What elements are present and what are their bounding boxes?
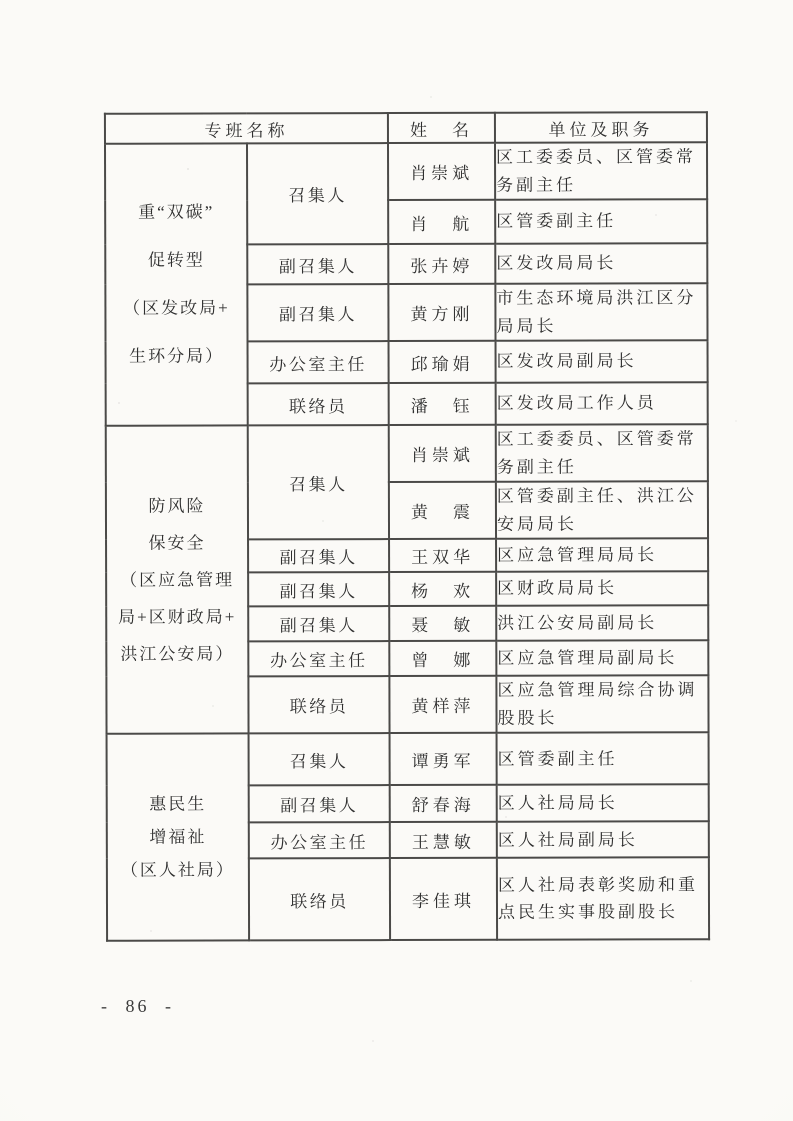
unit-title-cell: 区应急管理局综合协调股股长 (496, 675, 708, 733)
person-name-cell: 黄方刚 (388, 284, 495, 341)
person-name-cell: 聂 敏 (389, 606, 496, 641)
role-cell: 副召集人 (249, 785, 390, 822)
unit-title-cell: 区人社局副局长 (497, 822, 709, 859)
scan-noise (0, 0, 2, 2)
role-cell: 副召集人 (248, 606, 389, 641)
role-cell: 办公室主任 (249, 822, 390, 858)
unit-title-cell: 区管委副主任、洪江公安局局长 (496, 481, 708, 539)
person-name-cell: 肖 航 (388, 200, 495, 244)
unit-title-cell: 区发改局工作人员 (496, 382, 708, 425)
unit-title-cell: 区人社局表彰奖励和重点民生实事股副股长 (497, 858, 709, 941)
header-person-name: 姓 名 (388, 113, 495, 143)
task-force-table (104, 111, 710, 942)
role-cell: 副召集人 (247, 244, 388, 284)
role-cell: 召集人 (249, 733, 390, 785)
unit-title-cell: 区财政局局长 (496, 571, 708, 606)
unit-title-cell: 洪江公安局副局长 (496, 605, 708, 641)
unit-title-cell: 市生态环境局洪江区分局局长 (495, 283, 707, 341)
team-name-cell: 重“双碳” 促转型 （区发改局+ 生环分局） (105, 143, 248, 425)
person-name-cell: 黄样萍 (389, 676, 496, 733)
person-name-cell: 邱瑜娟 (389, 341, 496, 383)
role-cell: 副召集人 (247, 284, 388, 341)
person-name-cell: 谭勇军 (390, 733, 497, 785)
team-name-cell: 防风险 保安全 （区应急管理 局+区财政局+ 洪江公安局） (106, 426, 249, 735)
role-cell: 副召集人 (248, 572, 389, 606)
person-name-cell: 张卉婷 (388, 244, 495, 284)
person-name-cell: 王双华 (389, 539, 496, 572)
role-cell: 联络员 (248, 383, 389, 425)
person-name-cell: 黄 震 (389, 482, 496, 539)
unit-title-cell: 区管委副主任 (495, 199, 707, 244)
person-name-cell: 肖崇斌 (388, 143, 495, 200)
header-team-name: 专班名称 (105, 113, 388, 144)
role-cell: 办公室主任 (248, 341, 389, 383)
unit-title-cell: 区工委委员、区管委常务副主任 (495, 142, 707, 200)
unit-title-cell: 区应急管理局副局长 (496, 640, 708, 676)
role-cell: 联络员 (248, 676, 389, 733)
page-number: - 86 - (101, 996, 174, 1016)
person-name-cell: 王慧敏 (390, 822, 497, 858)
person-name-cell: 李佳琪 (390, 858, 497, 940)
team-name-cell: 惠民生 增福祉 （区人社局） (107, 734, 250, 941)
unit-title-cell: 区应急管理局局长 (496, 538, 708, 572)
role-cell: 办公室主任 (248, 641, 389, 676)
role-cell: 召集人 (248, 425, 389, 539)
person-name-cell: 潘 钰 (389, 383, 496, 425)
role-cell: 副召集人 (248, 539, 389, 572)
person-name-cell: 肖崇斌 (389, 425, 496, 482)
unit-title-cell: 区人社局局长 (497, 785, 709, 823)
person-name-cell: 舒春海 (390, 785, 497, 822)
person-name-cell: 曾 娜 (389, 641, 496, 676)
unit-title-cell: 区发改局局长 (495, 243, 707, 284)
unit-title-cell: 区管委副主任 (497, 733, 709, 786)
unit-title-cell: 区工委委员、区管委常务副主任 (496, 424, 708, 482)
role-cell: 召集人 (247, 143, 388, 244)
person-name-cell: 杨 欢 (389, 572, 496, 606)
role-cell: 联络员 (249, 858, 390, 940)
header-unit-title: 单位及职务 (495, 112, 707, 143)
unit-title-cell: 区发改局副局长 (496, 340, 708, 383)
